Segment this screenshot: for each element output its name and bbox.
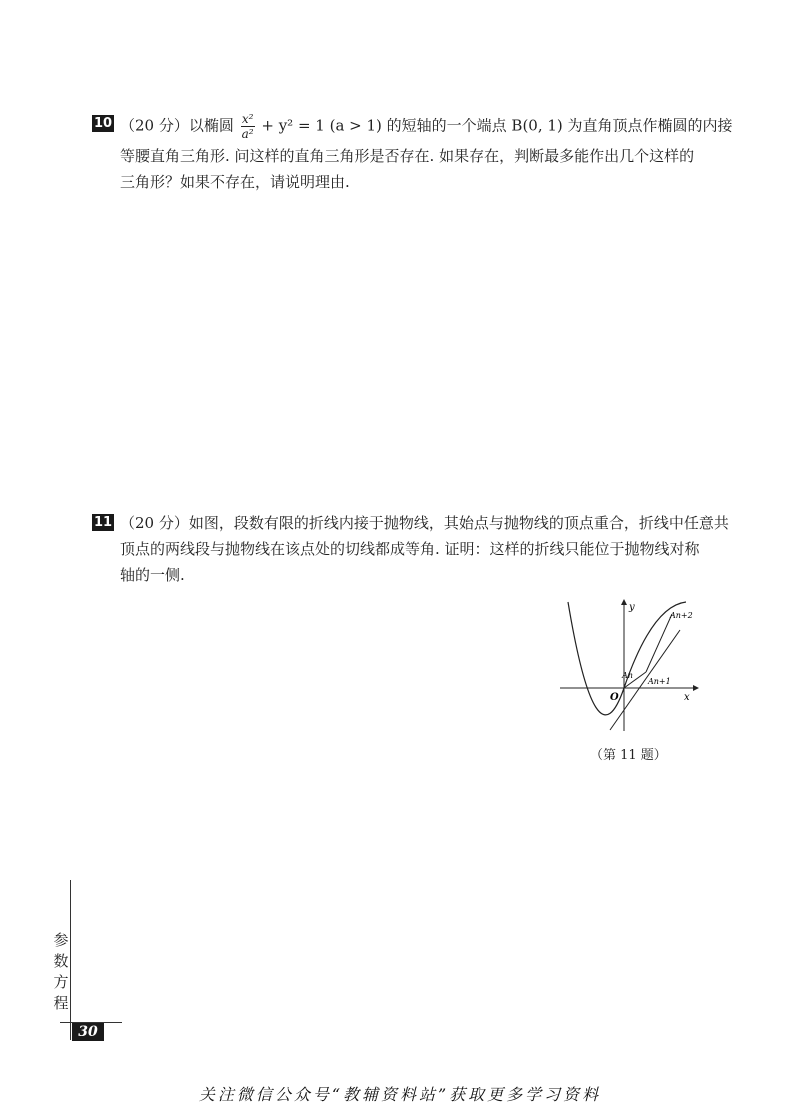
point-label-an: An	[622, 671, 633, 680]
parabola-curve	[568, 602, 686, 715]
chord-line	[646, 614, 672, 672]
fraction	[241, 112, 255, 141]
problem-text: + y² = 1 (a > 1) 的短轴的一个端点 B(0, 1) 为直角顶点作椭圆的内接	[256, 116, 733, 135]
side-label-char: 方	[53, 973, 69, 991]
point-label-an1: An+1	[648, 677, 671, 686]
problem-text-line	[120, 112, 733, 141]
problem-text-line: 等腰直角三角形. 问这样的直角三角形是否存在. 如果存在，判断最多能作出几个这样的	[120, 147, 695, 165]
side-label-char: 数	[53, 952, 69, 970]
point-label-an2: An+2	[670, 611, 693, 620]
axis-label-y: y	[629, 602, 635, 613]
side-label-char: 程	[53, 994, 69, 1012]
side-rule	[70, 880, 71, 1040]
problem-text: （20 分）以椭圆	[120, 116, 239, 135]
problem-text-line: （20 分）如图，段数有限的折线内接于抛物线，其始点与抛物线的顶点重合，折线中任意共	[120, 514, 729, 532]
page-number: 30	[72, 1023, 104, 1041]
problem-number-badge: 10	[93, 116, 113, 131]
chapter-side-label	[52, 930, 70, 1014]
figure-caption: （第 11 题）	[590, 748, 667, 763]
footer-note: 关注微信公众号“教辅资料站”获取更多学习资料	[198, 1085, 602, 1104]
fraction-numerator: x²	[241, 112, 254, 126]
axis-label-x: x	[684, 692, 690, 703]
problem-text-line: 三角形？如果不存在，请说明理由.	[120, 173, 350, 191]
problem-text-line: 顶点的两线段与抛物线在该点处的切线都成等角. 证明：这样的折线只能位于抛物线对称	[120, 540, 700, 558]
origin-label: O	[610, 692, 619, 703]
problem-number-badge: 11	[93, 515, 113, 530]
side-label-char: 参	[53, 931, 69, 949]
problem-text-line: 轴的一侧.	[120, 566, 185, 584]
parabola-figure	[552, 596, 712, 736]
fraction-denominator: a²	[241, 127, 254, 141]
